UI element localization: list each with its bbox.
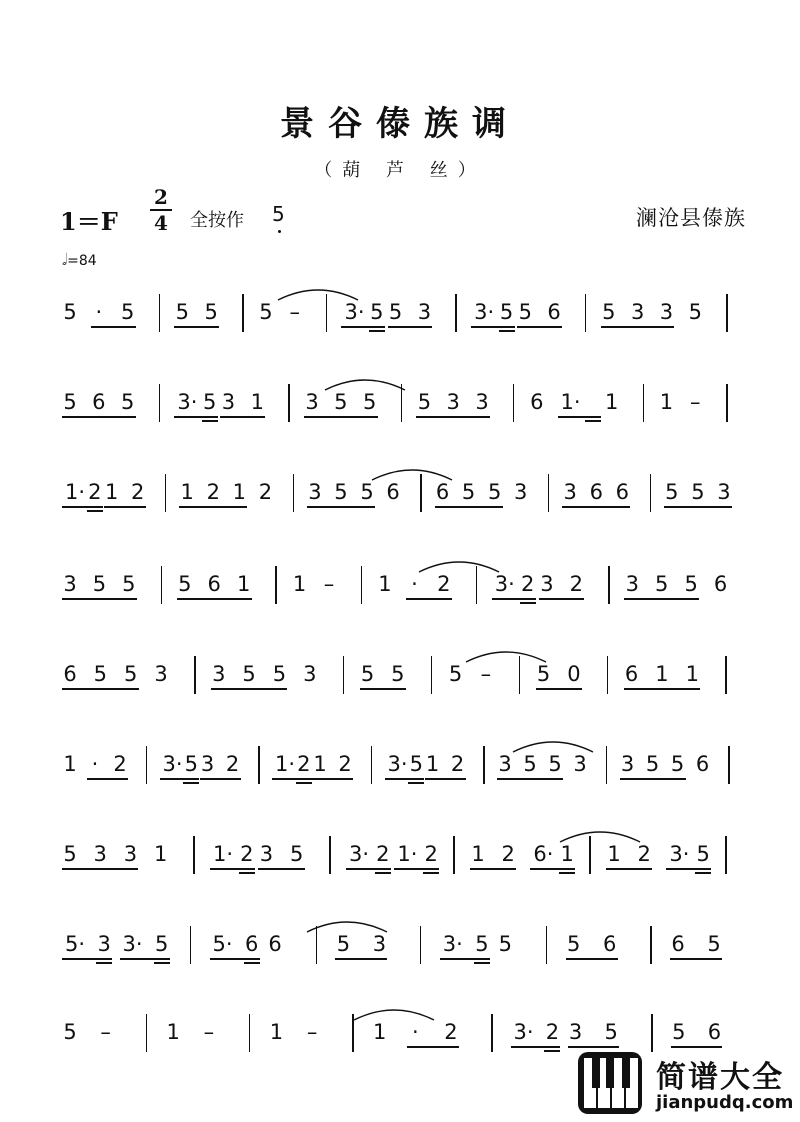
logo-url: jianpudq.com (656, 1092, 794, 1113)
underline-beam (62, 958, 112, 960)
note-dotted: 6· (533, 842, 554, 866)
slur (560, 832, 640, 842)
logo-name: 简谱大全 (656, 1060, 784, 1095)
note-dotted: 1· (213, 842, 234, 866)
fingering-label: 全按作 (190, 210, 244, 231)
note: 5 (175, 300, 190, 324)
sustain-dash: – (289, 300, 300, 324)
attribution: 澜沧县傣族 (636, 206, 746, 230)
underline-beam (470, 868, 516, 870)
note: 5 (707, 932, 721, 956)
note: 2 (338, 752, 352, 776)
underline-beam (91, 326, 136, 328)
note: 5 (523, 752, 537, 776)
note-dotted: 3· (669, 842, 690, 866)
note: 5 (336, 932, 351, 956)
instrument-subtitle: （葫 芦 丝） (314, 160, 486, 181)
time-signature (150, 186, 172, 234)
underline-beam-second (87, 510, 103, 512)
slur-marks (58, 736, 758, 756)
note: 5 (475, 932, 489, 956)
note: 5 (360, 480, 374, 504)
note: 2 (545, 1020, 560, 1044)
note: 5 (334, 390, 348, 414)
note: 6 (92, 390, 106, 414)
note-dotted: 3· (177, 390, 198, 414)
underline-beam (62, 506, 103, 508)
note: 5 (688, 300, 702, 324)
underline-beam (670, 958, 722, 960)
underline-beam-second (520, 602, 536, 604)
underline-beam (690, 506, 732, 508)
underline-beam (558, 416, 601, 418)
note: 5 (409, 752, 423, 776)
note: 3 (154, 662, 168, 686)
note: 2 (131, 480, 145, 504)
underline-beam (92, 868, 138, 870)
note: 5 (696, 842, 710, 866)
note: 5 (536, 662, 551, 686)
note: 5 (498, 932, 513, 956)
note: 5 (518, 300, 532, 324)
note: 3 (540, 572, 554, 596)
slur (325, 380, 405, 390)
note-dotted: 5· (212, 932, 233, 956)
underline-beam (91, 416, 136, 418)
note: 3 (573, 752, 587, 776)
note: 5 (602, 300, 616, 324)
underline-beam (606, 868, 652, 870)
underline-beam (87, 778, 128, 780)
underline-beam (530, 868, 575, 870)
note: 6 (207, 572, 221, 596)
note: 5 (645, 752, 660, 776)
underline-beam (425, 778, 466, 780)
song-title: 景谷傣族调 (280, 104, 520, 144)
note: 5 (63, 842, 77, 866)
note: 1 (373, 1020, 387, 1044)
underline-beam (205, 506, 247, 508)
note: 1 (560, 842, 574, 866)
note-dotted: 3· (349, 842, 370, 866)
underline-beam (160, 778, 200, 780)
note: 1 (655, 662, 669, 686)
score-row (58, 290, 758, 334)
underline-beam (92, 688, 138, 690)
underline-beam-second (408, 782, 424, 784)
note: 2 (297, 752, 311, 776)
site-logo (576, 1048, 796, 1118)
note: 5 (360, 662, 375, 686)
note: 5 (672, 1020, 686, 1044)
note: 5 (448, 662, 463, 686)
slur-marks (58, 374, 758, 394)
underline-beam (220, 416, 265, 418)
note-dotted: 3· (122, 932, 143, 956)
score-row (58, 380, 758, 424)
score-row (58, 470, 758, 514)
note: 1 (166, 1020, 180, 1044)
tempo-value: =84 (67, 253, 97, 269)
underline-beam-second (202, 420, 218, 422)
underline-beam (445, 416, 490, 418)
score-row (58, 832, 758, 876)
sustain-dash: – (306, 1020, 318, 1044)
underline-beam (341, 326, 384, 328)
note: 6 (245, 932, 259, 956)
underline-beam (406, 598, 451, 600)
underline-beam (333, 506, 375, 508)
half-note-icon: 𝅗𝅥 (62, 250, 68, 269)
underline-beam-second (559, 872, 575, 874)
note: 3 (259, 842, 274, 866)
note: 1 (180, 480, 194, 504)
underline-beam (174, 326, 219, 328)
note: 6 (547, 300, 561, 324)
underline-beam (517, 326, 562, 328)
note: 1 (250, 390, 264, 414)
note: 5 (242, 662, 256, 686)
underline-beam-second (423, 872, 439, 874)
underline-beam (258, 868, 304, 870)
underline-beam (241, 688, 287, 690)
note: 3 (475, 390, 489, 414)
note: 6 (695, 752, 710, 776)
note-dotted: 3· (442, 932, 463, 956)
underline-beam-second (239, 872, 255, 874)
underline-beam (210, 868, 255, 870)
sustain-dash: – (100, 1020, 111, 1044)
slur (354, 1010, 434, 1020)
note: 3 (417, 300, 432, 324)
note: 2 (376, 842, 390, 866)
slur (513, 742, 593, 752)
note: 5 (63, 300, 77, 324)
key-signature: 1＝F (60, 207, 118, 236)
note: 5 (334, 480, 348, 504)
note: 2 (521, 572, 535, 596)
underline-beam (666, 868, 711, 870)
note: 2 (225, 752, 240, 776)
note: 5 (499, 300, 514, 324)
note: 5 (120, 300, 135, 324)
note: 6 (386, 480, 400, 504)
note: 3 (305, 390, 319, 414)
underline-beam (91, 598, 136, 600)
slur-marks (58, 826, 758, 846)
underline-beam (120, 958, 170, 960)
note-dotted: 3· (387, 752, 408, 776)
underline-beam (511, 1046, 561, 1048)
note-dotted: 1· (397, 842, 418, 866)
underline-beam-second (154, 962, 170, 964)
underline-beam-second (183, 782, 199, 784)
note: 5 (665, 480, 679, 504)
note: 6 (589, 480, 603, 504)
note: 5 (362, 390, 377, 414)
note: 2 (424, 842, 438, 866)
underline-beam (536, 688, 582, 690)
note: 6 (530, 390, 544, 414)
underline-beam (360, 688, 406, 690)
sustain-dash: – (690, 390, 701, 414)
underline-beam (210, 958, 260, 960)
note: 5 (391, 662, 405, 686)
note: 3 (97, 932, 111, 956)
underline-beam (461, 506, 503, 508)
note-dotted: 3· (344, 300, 365, 324)
note: 6 (615, 480, 630, 504)
rest: 0 (567, 662, 581, 686)
note: 5 (124, 662, 138, 686)
note: 1 (153, 842, 168, 866)
note: 5 (63, 390, 77, 414)
underline-beam (385, 778, 425, 780)
note: 2 (437, 572, 451, 596)
note: 2 (450, 752, 465, 776)
note: 5 (289, 842, 304, 866)
note: 3 (63, 572, 77, 596)
note: 1 (104, 480, 119, 504)
fingering-note: 5 (272, 202, 285, 226)
note: · (95, 300, 103, 324)
note: · (411, 1020, 419, 1044)
note: 1 (313, 752, 327, 776)
note: 5 (655, 572, 669, 596)
underline-beam (440, 958, 490, 960)
note: 5 (272, 662, 287, 686)
slur (307, 922, 387, 932)
note: 5 (684, 572, 698, 596)
underline-beam (200, 778, 241, 780)
note: 1 (63, 752, 77, 776)
note: 5 (120, 390, 135, 414)
slur-marks (58, 916, 758, 936)
underline-beam (333, 416, 378, 418)
underline-beam-second (499, 330, 515, 332)
note-dotted: 1· (274, 752, 296, 776)
underline-beam (471, 326, 514, 328)
note-dotted: 5· (64, 932, 86, 956)
note: 3 (221, 390, 236, 414)
note: 1 (378, 572, 392, 596)
underline-beam (588, 506, 630, 508)
meter-bottom: 4 (154, 211, 168, 235)
slur (372, 470, 452, 480)
note: 5 (155, 932, 169, 956)
note: 6 (624, 662, 639, 686)
underline-beam (312, 778, 353, 780)
note: 5 (92, 572, 107, 596)
note: 3 (303, 662, 317, 686)
note-dotted: 3· (474, 300, 495, 324)
underline-beam (335, 958, 387, 960)
score-row (58, 742, 758, 786)
note: 3 (123, 842, 138, 866)
note: 5 (487, 480, 502, 504)
note: 3 (620, 752, 635, 776)
note: 2 (569, 572, 583, 596)
note-dotted: 1· (560, 390, 581, 414)
note: 6 (713, 572, 728, 596)
note: 6 (602, 932, 617, 956)
note: 5 (122, 572, 136, 596)
underline-beam (394, 868, 439, 870)
sustain-dash: – (480, 662, 492, 686)
underline-beam (272, 778, 312, 780)
underline-beam (645, 778, 686, 780)
note: 3 (563, 480, 577, 504)
note-dotted: 1· (64, 480, 86, 504)
note: 5 (691, 480, 705, 504)
note: 2 (501, 842, 515, 866)
note: 5 (259, 300, 273, 324)
meter-top: 2 (154, 185, 168, 209)
note: 3 (717, 480, 731, 504)
note: 1 (269, 1020, 284, 1044)
underline-beam (346, 868, 391, 870)
slur-marks (58, 556, 758, 576)
note: 5 (388, 300, 403, 324)
note: 5 (670, 752, 685, 776)
note: 5 (548, 752, 562, 776)
note: 2 (88, 480, 102, 504)
score-row (58, 562, 758, 606)
note: 5 (204, 300, 218, 324)
underline-beam (492, 598, 536, 600)
note: 5 (93, 662, 108, 686)
note: 2 (444, 1020, 458, 1044)
underline-beam-second (585, 420, 601, 422)
underline-beam-second (369, 330, 385, 332)
underline-beam (522, 778, 563, 780)
slur (278, 290, 358, 300)
note: 1 (471, 842, 485, 866)
underline-beam (654, 688, 700, 690)
note: 5 (370, 300, 384, 324)
note-dotted: 3· (162, 752, 183, 776)
note: 1 (659, 390, 674, 414)
note: 6 (707, 1020, 722, 1044)
note: 3 (200, 752, 215, 776)
note: 1 (425, 752, 440, 776)
note: 1 (607, 842, 621, 866)
note: 5 (203, 390, 217, 414)
note: 2 (240, 842, 254, 866)
underline-beam (388, 326, 433, 328)
note-dotted: 3· (494, 572, 515, 596)
note: 2 (258, 480, 273, 504)
slur-marks (58, 284, 758, 304)
slur-marks (58, 1004, 758, 1024)
tempo-marking (62, 250, 97, 270)
note: 1 (605, 390, 619, 414)
note: 3 (630, 300, 645, 324)
underline-beam-second (474, 962, 490, 964)
note: 3 (514, 480, 528, 504)
note: 6 (63, 662, 77, 686)
note: 3 (568, 1020, 583, 1044)
note: 5 (604, 1020, 618, 1044)
underline-beam (654, 598, 699, 600)
note: 1 (292, 572, 307, 596)
note-dotted: 3· (513, 1020, 534, 1044)
slur-marks (58, 464, 758, 484)
note: · (411, 572, 418, 596)
underline-beam-second (296, 782, 312, 784)
note: 1 (236, 572, 251, 596)
note: 2 (206, 480, 220, 504)
note: 5 (63, 1020, 77, 1044)
note: · (91, 752, 99, 776)
underline-beam (104, 506, 146, 508)
note: 3 (372, 932, 387, 956)
note: 3 (308, 480, 322, 504)
note: 3 (659, 300, 674, 324)
slur (466, 652, 546, 662)
score-row (58, 652, 758, 696)
underline-beam (407, 1046, 459, 1048)
underline-beam-second (375, 872, 391, 874)
piano-keys-icon (576, 1050, 646, 1116)
note: 2 (113, 752, 127, 776)
note: 1 (232, 480, 247, 504)
note: 5 (567, 932, 581, 956)
note: 3 (498, 752, 512, 776)
note: 5 (461, 480, 476, 504)
underline-beam (206, 598, 251, 600)
note: 3 (93, 842, 107, 866)
note: 5 (184, 752, 198, 776)
note: 3 (446, 390, 460, 414)
score-row (58, 922, 758, 966)
underline-beam (174, 416, 217, 418)
slur-marks (58, 646, 758, 666)
note: 6 (435, 480, 450, 504)
underline-beam-second (96, 962, 112, 964)
note: 6 (671, 932, 685, 956)
underline-beam-second (244, 962, 260, 964)
note: 1 (685, 662, 699, 686)
underline-beam (630, 326, 675, 328)
note: 6 (268, 932, 282, 956)
note: 2 (637, 842, 651, 866)
sustain-dash: – (323, 572, 335, 596)
note: 3 (625, 572, 639, 596)
sustain-dash: – (203, 1020, 215, 1044)
underline-beam-second (695, 872, 711, 874)
underline-beam (566, 958, 618, 960)
note: 5 (417, 390, 432, 414)
note: 5 (178, 572, 192, 596)
slur (419, 562, 499, 572)
note: 3 (212, 662, 226, 686)
underline-beam (539, 598, 584, 600)
underline-beam-second (544, 1050, 560, 1052)
